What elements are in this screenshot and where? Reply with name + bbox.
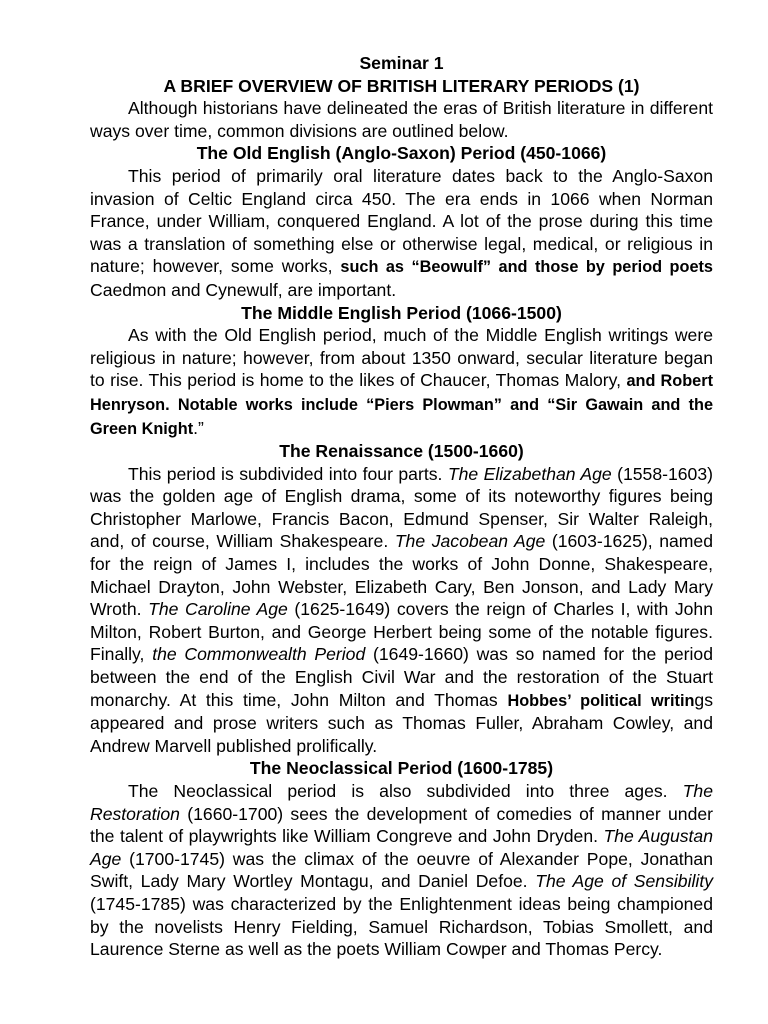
- section-paragraph-old-english: [90, 165, 713, 302]
- text-segment: (1660-1700) sees the development of comedies of manner under the talent of playwrights like William Congreve and John Dryden.: [90, 803, 713, 847]
- bold-text-segment: and Robert Henryson. Notable works include “Piers Plowman” and “Sir Gawain and the Green Knight: [90, 372, 713, 438]
- italic-term: The Caroline Age: [148, 599, 288, 620]
- text-segment: The Neoclassical period is also subdivided into three ages.: [128, 781, 683, 801]
- italic-term: The Age of Sensibility: [535, 871, 713, 892]
- section-heading-neoclassical: The Neoclassical Period (1600-1785): [249, 758, 554, 779]
- document-title: A BRIEF OVERVIEW OF BRITISH LITERARY PERIODS (1): [163, 75, 640, 96]
- bold-text-segment: Hobbes’ political writin: [507, 691, 695, 710]
- document-page: [90, 52, 713, 961]
- italic-term: The Restoration: [90, 781, 713, 824]
- seminar-label: Seminar 1: [359, 53, 444, 73]
- section-heading-renaissance: The Renaissance (1500-1660): [279, 441, 524, 462]
- text-segment: .”: [193, 417, 204, 438]
- section-paragraph-renaissance: [90, 463, 713, 758]
- text-segment: This period is subdivided into four parts.: [128, 463, 448, 484]
- text-segment: As with the Old English period, much of the Middle English writings were religious in nature; however, from about 1350 onward, secular literature began to rise. This period is home to the likes of Chaucer, Thomas Malory,: [90, 325, 713, 391]
- section-heading-middle-english: The Middle English Period (1066-1500): [241, 302, 562, 323]
- intro-paragraph: Although historians have delineated the eras of British literature in different ways over time, common divisions are outlined below.: [90, 98, 713, 141]
- text-segment: Caedmon and Cynewulf, are important.: [90, 279, 397, 300]
- text-segment: (1558-1603) was the golden age of English drama, some of its noteworthy figures being Christopher Marlowe, Francis Bacon, Edmund Spenser, Sir Walter Raleigh, and, of course, William Shakespeare.: [90, 463, 713, 552]
- section-heading-old-english: The Old English (Anglo-Saxon) Period (450-1066): [196, 143, 607, 164]
- text-segment: (1649-1660) was so named for the period between the end of the English Civil War and the restoration of the Stuart monarchy. At this time, John Milton and Thomas: [90, 644, 714, 710]
- text-segment: gs appeared and prose writers such as Thomas Fuller, Abraham Cowley, and Andrew Marvell published prolifically.: [90, 689, 714, 756]
- italic-term: The Augustan Age: [90, 826, 713, 869]
- text-segment: (1700-1745) was the climax of the oeuvre of Alexander Pope, Jonathan Swift, Lady Mary Wortley Montagu, and Daniel Defoe.: [90, 848, 713, 892]
- text-segment: (1745-1785) was characterized by the Enlightenment ideas being championed by the novelists Henry Fielding, Samuel Richardson, Tobias Smollett, and Laurence Sterne as well as the poets William Cowper and Thomas Percy.: [90, 893, 713, 960]
- bold-text-segment: such as “Beowulf” and those by period poets: [340, 258, 713, 277]
- text-segment: (1625-1649) covers the reign of Charles I, with John Milton, Robert Burton, and George Herbert being some of the notable figures. Finally,: [90, 599, 714, 665]
- text-segment: (1603-1625), named for the reign of James I, includes the works of John Donne, Shakespeare, Michael Drayton, John Webster, Elizabeth Cary, Ben Jonson, and Lady Mary Wroth.: [90, 531, 713, 620]
- section-paragraph-neoclassical: [90, 780, 713, 961]
- italic-term: The Jacobean Age: [394, 531, 546, 552]
- italic-term: The Elizabethan Age: [447, 463, 612, 484]
- section-paragraph-middle-english: [90, 324, 713, 440]
- italic-term: the Commonwealth Period: [152, 644, 366, 665]
- text-segment: This period of primarily oral literature dates back to the Anglo-Saxon invasion of Celtic England circa 450. The era ends in 1066 when Norman France, under William, conquered England. A lot of the prose during this time was a translation of something else or otherwise legal, medical, or religious in nature; however, some works,: [90, 165, 713, 277]
